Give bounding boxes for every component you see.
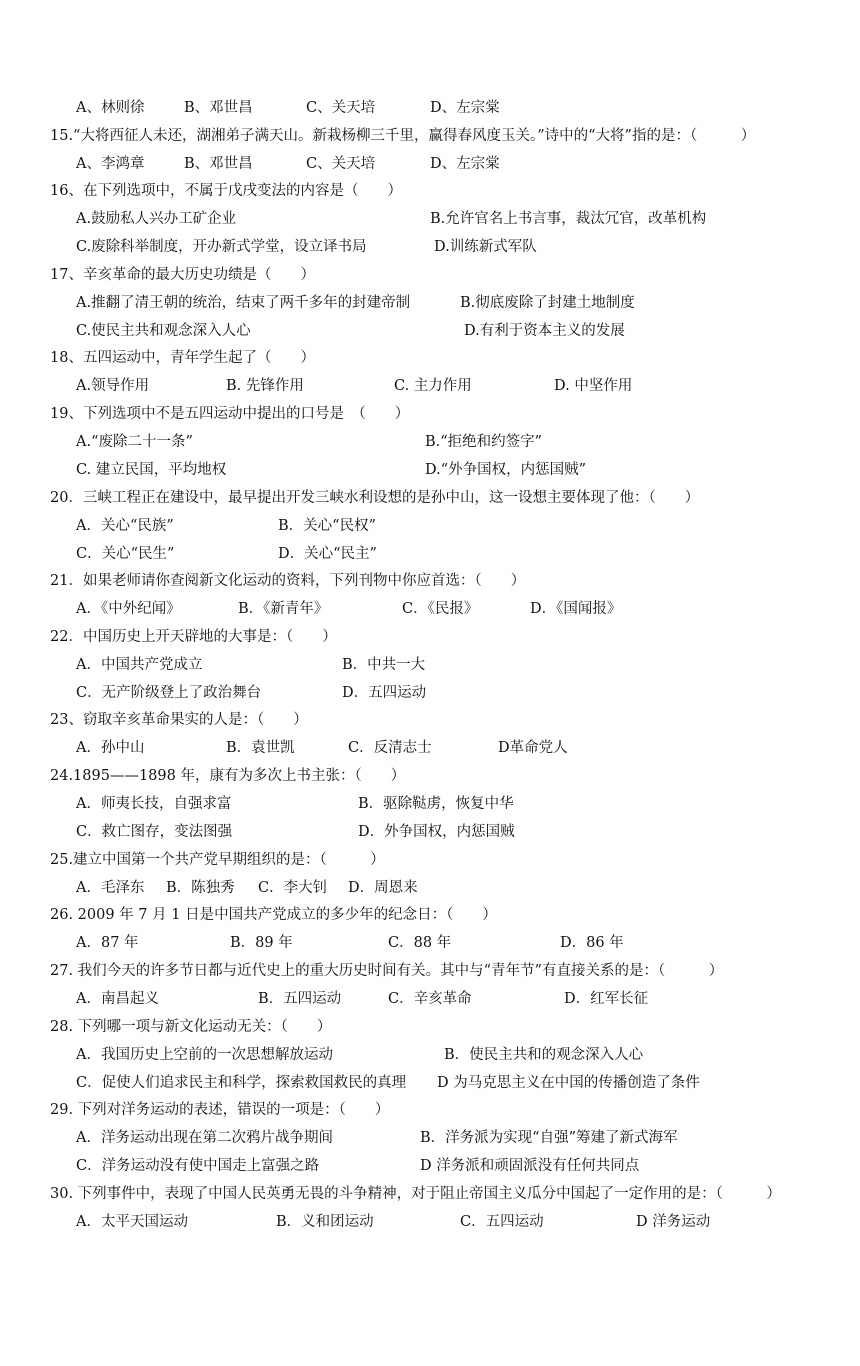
q25-stem: 25.建立中国第一个共产党早期组织的是：（ ）	[50, 852, 385, 868]
q27-option-a: A．南昌起义	[76, 991, 159, 1007]
q25-option-d: D．周恩来	[348, 880, 418, 896]
q29-option-a: A．洋务运动出现在第二次鸦片战争期间	[76, 1130, 333, 1146]
q29-stem: 29. 下列对洋务运动的表述，错误的一项是：（ ）	[50, 1102, 390, 1118]
q21-option-d: D．《国闻报》	[530, 601, 622, 617]
q19-stem: 19、下列选项中不是五四运动中提出的口号是 （ ）	[50, 406, 410, 422]
q14-option-a: A、林则徐	[76, 100, 145, 116]
q25-option-b: B．陈独秀	[166, 880, 235, 896]
q18-option-d: D. 中坚作用	[554, 378, 633, 394]
q30-option-a: A．太平天国运动	[76, 1214, 188, 1230]
q16-option-b: B.允许官名上书言事，裁汰冗官，改革机构	[430, 211, 707, 227]
q28-option-a: A．我国历史上空前的一次思想解放运动	[76, 1047, 333, 1063]
q30-stem: 30. 下列事件中，表现了中国人民英勇无畏的斗争精神，对于阻止帝国主义瓜分中国起了一定作用的是：（ ）	[50, 1186, 781, 1202]
q24-option-c: C．救亡图存，变法图强	[76, 824, 233, 840]
q27-option-c: C．辛亥革命	[388, 991, 472, 1007]
q27-stem: 27. 我们今天的许多节日都与近代史上的重大历史时间有关。其中与“青年节”有直接关系的是：（ ）	[50, 963, 724, 979]
q14-option-d: D、左宗棠	[430, 100, 500, 116]
q22-stem: 22．中国历史上开天辟地的大事是：（ ）	[50, 629, 337, 645]
q21-option-c: C．《民报》	[402, 601, 479, 617]
q16-option-c: C.废除科举制度，开办新式学堂，设立译书局	[76, 239, 367, 255]
q19-option-d: D.“外争国权，内惩国贼”	[425, 462, 587, 478]
q18-stem: 18、五四运动中，青年学生起了（ ）	[50, 350, 315, 366]
q22-option-d: D．五四运动	[342, 685, 427, 701]
q16-option-d: D.训练新式军队	[434, 239, 537, 255]
q19-option-a: A.“废除二十一条”	[76, 434, 193, 450]
q30-option-d: D 洋务运动	[636, 1214, 711, 1230]
q22-option-c: C．无产阶级登上了政治舞台	[76, 685, 262, 701]
q15-option-c: C、关天培	[306, 156, 376, 172]
q29-option-d: D 洋务派和顽固派没有任何共同点	[420, 1158, 640, 1174]
q14-option-c: C、关天培	[306, 100, 376, 116]
q26-option-c: C．88 年	[388, 935, 452, 951]
q28-stem: 28. 下列哪一项与新文化运动无关：（ ）	[50, 1019, 332, 1035]
q23-option-c: C．反清志士	[348, 740, 432, 756]
q25-option-c: C．李大钊	[258, 880, 328, 896]
q29-option-b: B．洋务派为实现“自强”筹建了新式海军	[420, 1130, 678, 1146]
q16-option-a: A.鼓励私人兴办工矿企业	[76, 211, 237, 227]
q15-option-d: D、左宗棠	[430, 156, 500, 172]
q17-option-b: B.彻底废除了封建土地制度	[460, 295, 635, 311]
q24-option-a: A．师夷长技，自强求富	[76, 796, 232, 812]
q22-option-b: B．中共一大	[342, 657, 426, 673]
q27-option-d: D．红军长征	[564, 991, 649, 1007]
q30-option-b: B．义和团运动	[276, 1214, 374, 1230]
q27-option-b: B．五四运动	[258, 991, 342, 1007]
q20-stem: 20．三峡工程正在建设中，最早提出开发三峡水利设想的是孙中山，这一设想主要体现了他：（ ）	[50, 490, 700, 506]
q20-option-a: A．关心“民族”	[76, 518, 174, 534]
q21-option-b: B．《新青年》	[238, 601, 329, 617]
q28-option-b: B．使民主共和的观念深入人心	[444, 1047, 644, 1063]
q18-option-a: A.领导作用	[76, 378, 150, 394]
q28-option-c: C．促使人们追求民主和科学，探索救国救民的真理	[76, 1075, 407, 1091]
q15-option-b: B、邓世昌	[184, 156, 253, 172]
q26-stem: 26. 2009 年 7 月 1 日是中国共产党成立的多少年的纪念日：（ ）	[50, 907, 497, 923]
q18-option-c: C. 主力作用	[394, 378, 472, 394]
q28-option-d: D 为马克思主义在中国的传播创造了条件	[437, 1075, 700, 1091]
q17-option-c: C.使民主共和观念深入人心	[76, 323, 251, 339]
q19-option-b: B.“拒绝和约签字”	[425, 434, 543, 450]
q24-stem: 24.1895——1898 年，康有为多次上书主张：（ ）	[50, 768, 406, 784]
q30-option-c: C．五四运动	[460, 1214, 544, 1230]
q25-option-a: A．毛泽东	[76, 880, 145, 896]
q19-option-c: C. 建立民国，平均地权	[76, 462, 227, 478]
q29-option-c: C．洋务运动没有使中国走上富强之路	[76, 1158, 320, 1174]
q16-stem: 16、在下列选项中，不属于戊戌变法的内容是（ ）	[50, 183, 402, 199]
q22-option-a: A．中国共产党成立	[76, 657, 203, 673]
q26-option-d: D．86 年	[560, 935, 624, 951]
q23-option-a: A．孙中山	[76, 740, 145, 756]
q24-option-d: D．外争国权，内惩国贼	[358, 824, 515, 840]
q26-option-b: B．89 年	[230, 935, 293, 951]
q15-stem: 15.“大将西征人未还，湖湘弟子满天山。新栽杨柳三千里，赢得春风度玉关。”诗中的“大将”指的是：（ ）	[50, 128, 756, 144]
q23-option-b: B．袁世凯	[226, 740, 295, 756]
q23-stem: 23、窃取辛亥革命果实的人是：（ ）	[50, 712, 308, 728]
q21-stem: 21．如果老师请你查阅新文化运动的资料，下列刊物中你应首选：（ ）	[50, 573, 526, 589]
q24-option-b: B．驱除鞑虏，恢复中华	[358, 796, 514, 812]
q26-option-a: A．87 年	[76, 935, 139, 951]
q20-option-c: C．关心“民生”	[76, 546, 175, 562]
q23-option-d: D革命党人	[498, 740, 568, 756]
q21-option-a: A．《中外纪闻》	[76, 601, 181, 617]
q17-option-a: A.推翻了清王朝的统治，结束了两千多年的封建帝制	[76, 295, 411, 311]
q15-option-a: A、李鸿章	[76, 156, 145, 172]
q18-option-b: B. 先锋作用	[226, 378, 304, 394]
q17-stem: 17、辛亥革命的最大历史功绩是（ ）	[50, 267, 315, 283]
q20-option-d: D．关心“民主”	[278, 546, 377, 562]
q14-option-b: B、邓世昌	[184, 100, 253, 116]
q17-option-d: D.有利于资本主义的发展	[464, 323, 625, 339]
q20-option-b: B．关心“民权”	[278, 518, 376, 534]
